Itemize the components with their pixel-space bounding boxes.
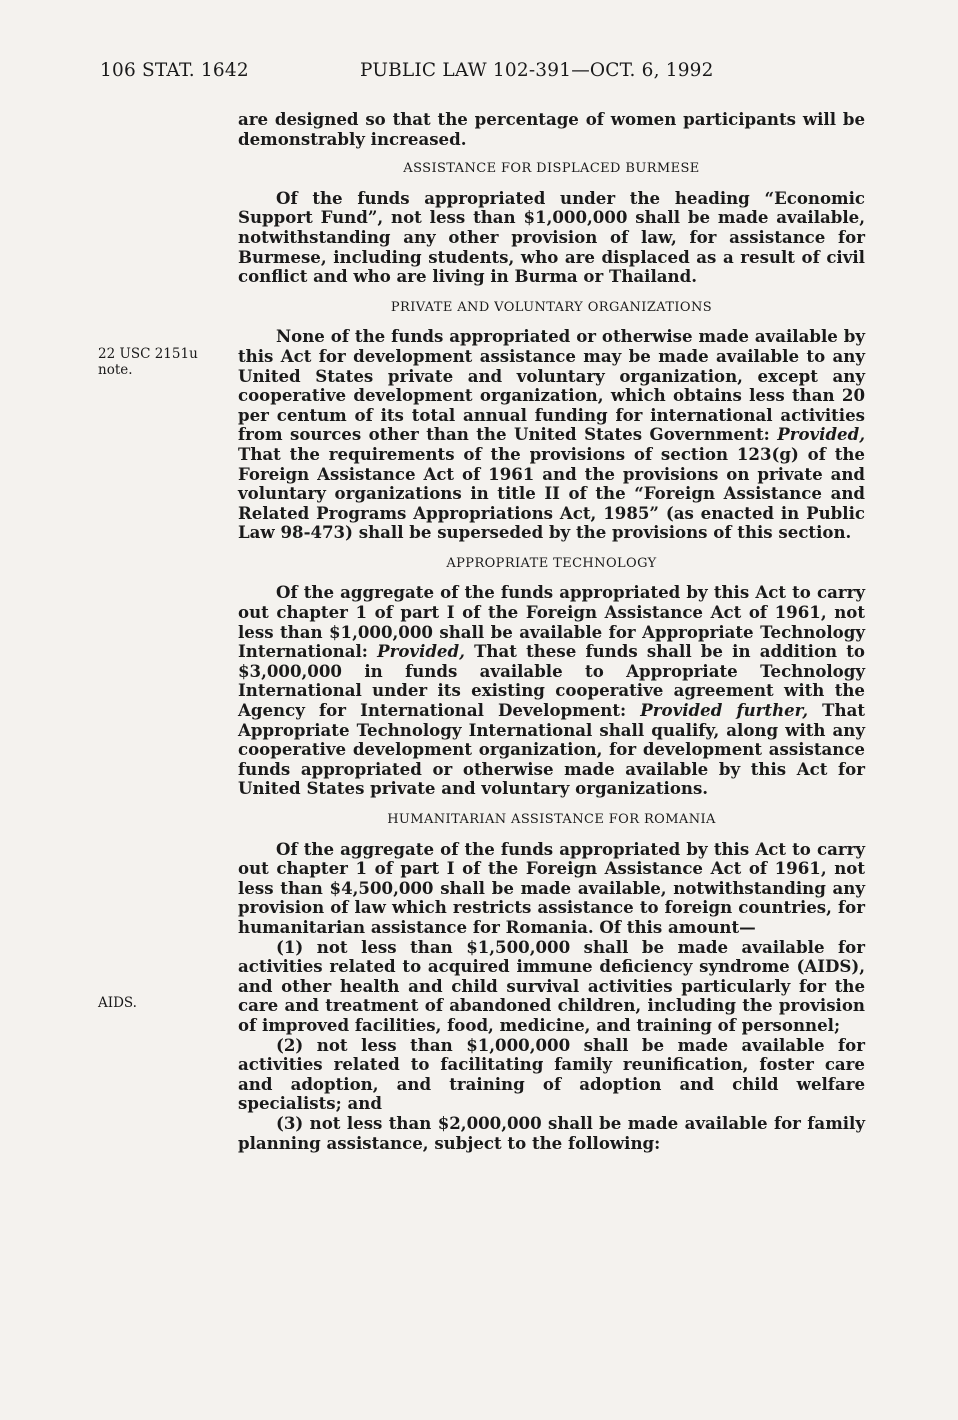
page-header [100,60,858,86]
stat-citation: 106 STAT. 1642 [100,60,249,81]
heading-romania: HUMANITARIAN ASSISTANCE FOR ROMANIA [387,812,716,827]
romania-item-1: (1) not less than $1,500,000 shall be made available for activities related to acquired immune deficiency syndrome (AIDS), and other health and child survival activities particularly for the care and treatment of abandoned children, including the provision of improved facilities, food, medicine, and training of personnel; [238,936,865,1035]
paragraph-pvo [238,327,865,543]
pvo-provided: Provided, [777,424,865,445]
tech-text-a: Of the aggregate of the funds appropriated by this Act to carry out chapter 1 of part I of the Foreign Assistance Act of 1961, not less than $1,000,000 shall be available for Appropriate Technology International: [238,582,865,662]
tech-text-b: That these funds shall be in addition to $3,000,000 in funds available to Appropriate Technology International under its existing cooperative agreement with the Agency for International Development: [238,641,865,721]
paragraph-burmese: Of the funds appropriated under the heading “Economic Support Fund”, not less than $1,000,000 shall be made available, notwithstanding any other provision of law, for assistance for Burmese, including students, who are displaced as a result of civil conflict and who are living in Burma or Thailand. [238,187,865,287]
heading-pvo: PRIVATE AND VOLUNTARY ORGANIZATIONS [390,299,713,315]
paragraph-romania: Of the aggregate of the funds appropriated by this Act to carry out chapter 1 of part I of the Foreign Assistance Act of 1961, not less than $4,500,000 shall be made available, notwithstanding any provision of law which restricts assistance to foreign countries, for humanitarian assistance for Romania. Of this amount— [238,838,865,937]
pvo-text-b: That the requirements of the provisions of section 123(g) of the Foreign Assistance Act of 1961 and the provisions on private and voluntary organizations in title II of the “Foreign Assistance and Related Programs Appropriations Act, 1985” (as enacted in Public Law 98-473) shall be superseded by the provisions of this section. [238,443,865,543]
pvo-text-a: None of the funds appropriated or otherwise made available by this Act for development assistance may be made available to any United States private and voluntary organization, except any cooperative development organization, which obtains less than 20 per centum of its total annual funding for international activities from sources other than the United States Government: [238,326,865,445]
heading-burmese: ASSISTANCE FOR DISPLACED BURMESE [403,161,700,177]
opening-paragraph: are designed so that the percentage of women participants will be demonstrably increased. [238,109,865,149]
tech-provided: Provided, [377,641,465,662]
romania-item-2: (2) not less than $1,000,000 shall be made available for activities related to facilitating family reunification, foster care and adoption, and training of adoption and child welfare specialists; and [238,1034,865,1114]
margin-note-usc: 22 USC 2151u note. [98,346,198,378]
paragraph-technology [238,583,865,799]
tech-provided-further: Provided further, [640,700,808,721]
tech-text-c: That Appropriate Technology International shall qualify, along with any cooperative development organization, for development assistance funds appropriated or otherwise made available by this Act for United States private and voluntary organizations. [238,700,865,799]
romania-item-3: (3) not less than $2,000,000 shall be made available for family planning assistance, subject to the following: [238,1112,865,1153]
heading-technology: APPROPRIATE TECHNOLOGY [446,555,657,571]
document-body [238,110,865,1153]
margin-note-aids: AIDS. [98,995,137,1011]
public-law-title: PUBLIC LAW 102-391—OCT. 6, 1992 [360,60,714,81]
